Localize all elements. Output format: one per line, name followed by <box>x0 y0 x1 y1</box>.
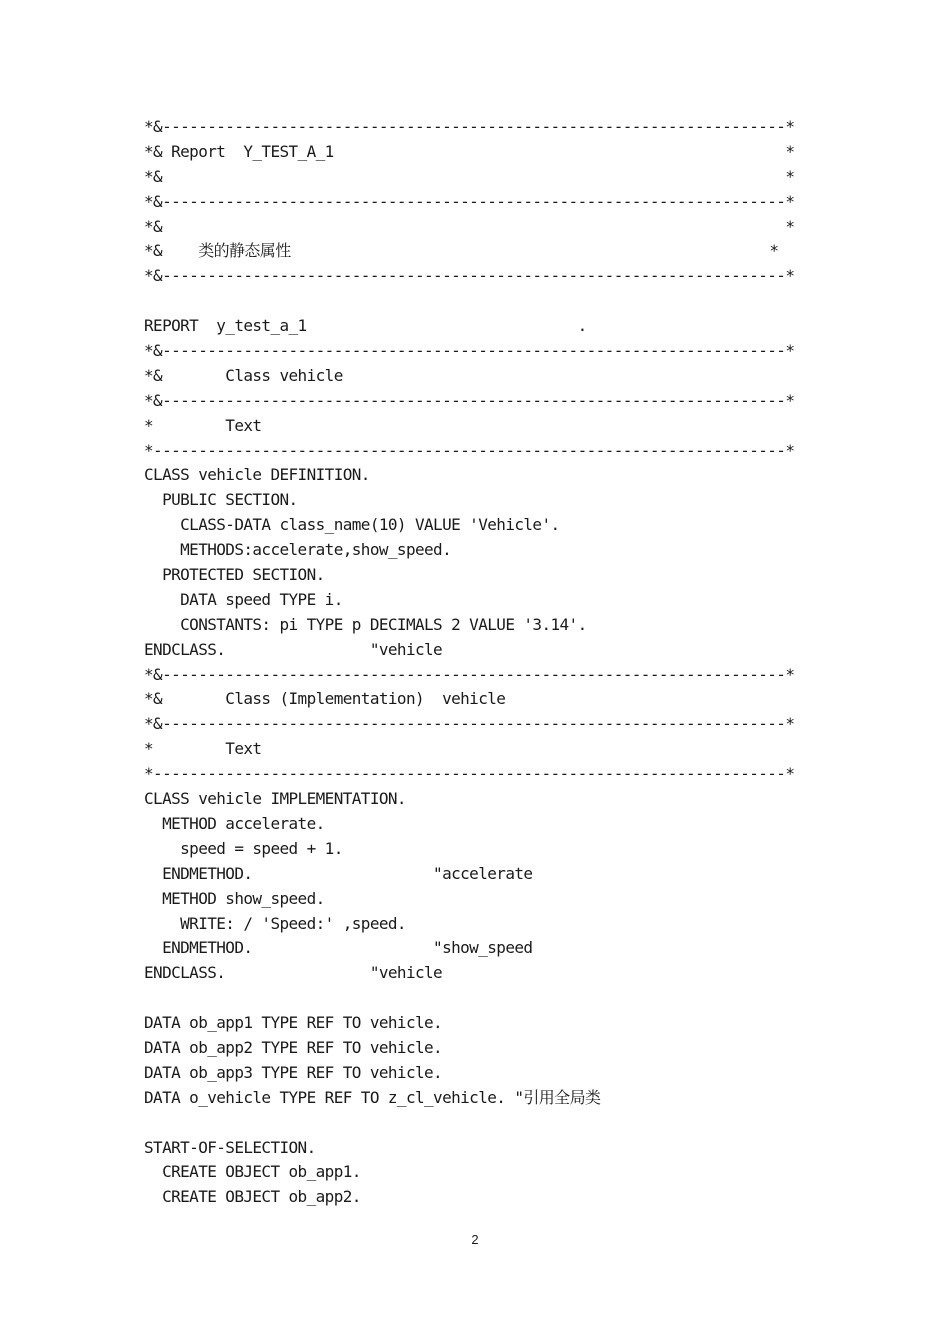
abap-code-listing <box>144 115 794 1210</box>
code-line: CLASS vehicle DEFINITION. <box>144 465 370 485</box>
code-line: *&---------------------------------------------------------------------* <box>144 390 795 410</box>
code-line: *& Report Y_TEST_A_1 * <box>144 141 795 161</box>
code-line: PUBLIC SECTION. <box>144 490 298 510</box>
code-line: METHOD accelerate. <box>144 813 325 833</box>
code-line: PROTECTED SECTION. <box>144 565 325 585</box>
code-line: METHODS:accelerate,show_speed. <box>144 540 452 560</box>
code-line: START-OF-SELECTION. <box>144 1137 316 1157</box>
code-line: CLASS vehicle IMPLEMENTATION. <box>144 789 406 809</box>
code-line <box>144 986 794 1011</box>
code-line: CONSTANTS: pi TYPE p DECIMALS 2 VALUE '3.14'. <box>144 614 587 634</box>
page-number: 2 <box>471 1232 479 1247</box>
code-line: *&---------------------------------------------------------------------* <box>144 714 795 734</box>
code-line: ENDMETHOD. "accelerate <box>144 863 533 883</box>
code-line: METHOD show_speed. <box>144 888 325 908</box>
code-line: ENDMETHOD. "show_speed <box>144 938 533 958</box>
code-line: ENDCLASS. "vehicle <box>144 639 443 659</box>
code-line: *& * <box>144 166 795 186</box>
code-line: CLASS-DATA class_name(10) VALUE 'Vehicle'. <box>144 515 560 535</box>
code-line: *&---------------------------------------------------------------------* <box>144 664 795 684</box>
code-line: DATA speed TYPE i. <box>144 589 343 609</box>
code-line: DATA ob_app3 TYPE REF TO vehicle. <box>144 1062 443 1082</box>
code-line: *&---------------------------------------------------------------------* <box>144 191 795 211</box>
code-line: *& Class (Implementation) vehicle <box>144 689 506 709</box>
code-line: WRITE: / 'Speed:' ,speed. <box>144 913 406 933</box>
code-line: *&---------------------------------------------------------------------* <box>144 341 795 361</box>
code-line: *& Class vehicle <box>144 365 343 385</box>
code-line: DATA o_vehicle TYPE REF TO z_cl_vehicle. "引用全局类 <box>144 1087 601 1107</box>
code-line: DATA ob_app1 TYPE REF TO vehicle. <box>144 1013 443 1033</box>
code-line: * Text <box>144 415 262 435</box>
code-line: *&---------------------------------------------------------------------* <box>144 117 795 136</box>
code-line: *& 类的静态属性 * <box>144 241 779 261</box>
code-line: REPORT y_test_a_1 . <box>144 316 587 336</box>
code-line: *&---------------------------------------------------------------------* <box>144 266 795 286</box>
code-line <box>144 289 794 314</box>
code-line: *& * <box>144 216 795 236</box>
code-line: speed = speed + 1. <box>144 838 343 858</box>
code-line: *----------------------------------------------------------------------* <box>144 440 795 460</box>
code-line: ENDCLASS. "vehicle <box>144 963 443 983</box>
code-line: CREATE OBJECT ob_app1. <box>144 1162 361 1182</box>
code-line: *----------------------------------------------------------------------* <box>144 764 795 784</box>
code-line: CREATE OBJECT ob_app2. <box>144 1187 361 1207</box>
code-line: DATA ob_app2 TYPE REF TO vehicle. <box>144 1037 443 1057</box>
code-line <box>144 1111 794 1136</box>
code-line: * Text <box>144 739 262 759</box>
